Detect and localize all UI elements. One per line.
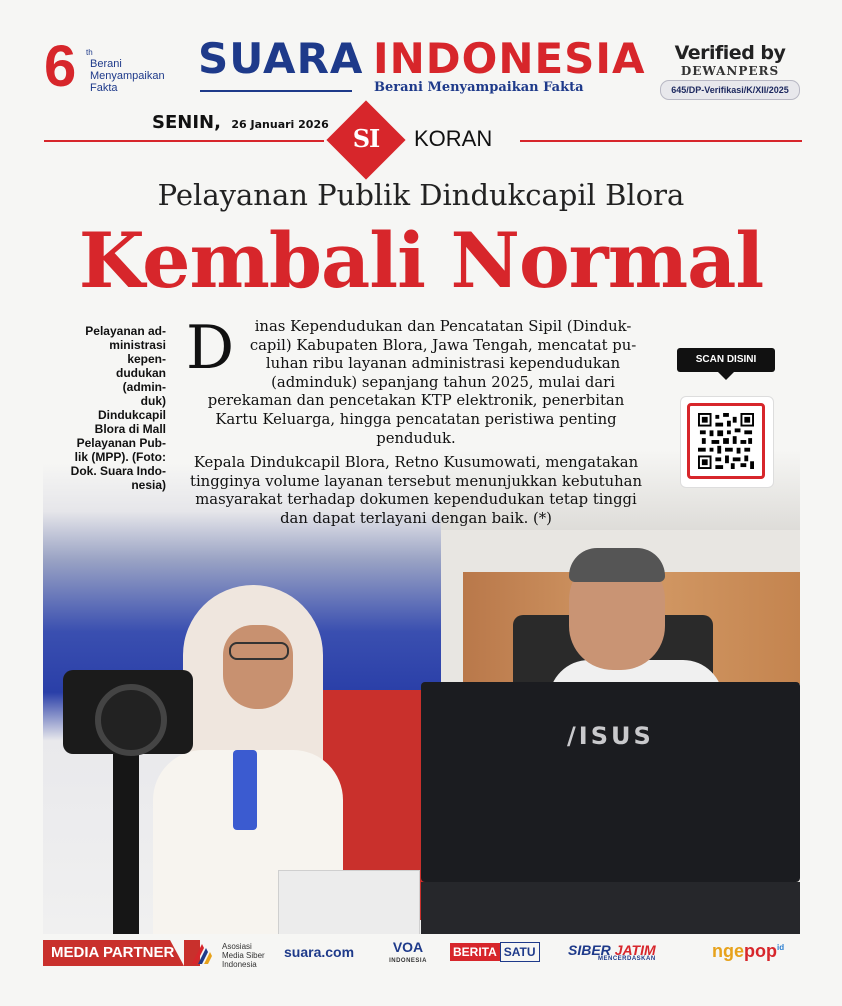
partner-siber-text: SIBER — [568, 942, 611, 958]
article-paragraph-1 — [186, 313, 646, 448]
verified-code: 645/DP-Verifikasi/K/XII/2025 — [660, 80, 800, 100]
photo-caption: Pelayanan ad- ministrasi kepen- dudukan (admin- duk) Dindukcapil Blora di Mall Pelayanan Pub- lik (MPP). (Foto: Dok. Suara Indo- nesia) — [70, 324, 166, 492]
partner-pop-sup: id — [777, 943, 785, 952]
section-name: KORAN — [414, 126, 493, 151]
brand-tagline: Berani Menyampaikan Fakta — [374, 80, 584, 95]
photo-monitor-brand: /ISUS — [567, 722, 654, 750]
partner-logo-suaracom: suara.com — [284, 944, 355, 960]
brand-name-indonesia: INDONESIA — [373, 34, 646, 83]
anniversary-line-2: Menyampaikan — [90, 70, 165, 82]
qr-scan-label: SCAN DISINI — [677, 348, 775, 372]
article-paragraph-1-text: inas Kependudukan dan Pencatatan Sipil (Dinduk-capil) Kabupaten Blora, Jawa Tengah, mencatat pu-luhan ribu layanan administrasi kependudukan (adminduk) sepanjang tahun 2025, mulai dari perekaman dan pencetakan KTP elektronik, penerbitan Kartu Keluarga, hingga pencatatan peristiwa penting penduduk. — [207, 318, 637, 447]
partner-jatim-text: JATIM — [614, 942, 656, 958]
partner-logo-beritasatu — [450, 945, 540, 959]
partner-voa-text: VOA — [392, 939, 424, 955]
anniversary-suffix: th — [86, 48, 93, 57]
article-kicker: Pelayanan Publik Dindukcapil Blora — [157, 178, 685, 212]
header-rule-right — [520, 140, 802, 142]
partner-voa-sub: INDONESIA — [389, 958, 427, 964]
si-badge-text: SI — [352, 124, 380, 153]
article-headline: Kembali Normal — [78, 216, 764, 305]
header-rule-left — [44, 140, 324, 142]
partner-jatim-sub: MENCERDASKAN — [597, 956, 656, 962]
brand-name-suara: SUARA — [198, 34, 364, 83]
qr-code[interactable] — [680, 396, 774, 488]
verified-badge — [660, 42, 800, 106]
article-paragraph-2: Kepala Dindukcapil Blora, Retno Kusumowati, mengatakan tingginya volume layanan tersebut menunjukkan kebutuhan masyarakat terhadap dokumen kependudukan tetap tinggi dan dapat terlayani dengan baik. (*) — [190, 454, 642, 527]
partner-pop-text: pop — [744, 941, 778, 961]
photo-tripod — [113, 750, 139, 934]
photo-woman-face — [223, 625, 293, 709]
photo-lanyard — [233, 750, 257, 830]
article-body — [186, 313, 646, 535]
photo-man-hair — [569, 548, 665, 582]
photo-monitor — [421, 682, 800, 882]
anniversary-logo — [44, 34, 184, 104]
photo-woman-glasses — [229, 642, 289, 660]
anniversary-number: 6 — [44, 34, 77, 99]
masthead-brand — [198, 34, 644, 104]
partner-berita-text: BERITA — [450, 943, 500, 961]
media-partner-label: MEDIA PARTNER — [43, 940, 200, 966]
verified-title: Verified by — [674, 42, 786, 64]
qr-code-icon — [697, 413, 755, 469]
date-value: 26 Januari 2026 — [231, 118, 329, 131]
partner-nge-text: nge — [712, 941, 745, 961]
partner-logo-voa — [386, 940, 430, 968]
partner-logo-siberjatim — [568, 942, 656, 962]
media-partner-cut — [170, 940, 184, 966]
date-day: SENIN, — [152, 112, 221, 133]
photo-printer — [278, 870, 420, 934]
brand-rule — [200, 90, 352, 92]
qr-pointer-icon — [718, 372, 734, 380]
partner-logo-ngepop — [712, 941, 784, 962]
dateline — [152, 112, 329, 133]
article-dropcap: D — [186, 313, 235, 383]
media-partner-bar — [0, 934, 842, 1006]
partner-satu-text: SATU — [500, 942, 540, 962]
anniversary-line-1: Berani — [90, 58, 122, 70]
photo-camera-lens — [95, 684, 167, 756]
verified-org: DEWANPERS — [680, 64, 780, 78]
photo-monitor-stand — [421, 882, 800, 934]
anniversary-line-3: Fakta — [90, 82, 118, 94]
partner-amsi-text: Asosiasi Media Siber Indonesia — [222, 942, 265, 969]
amsi-icon — [190, 942, 218, 966]
